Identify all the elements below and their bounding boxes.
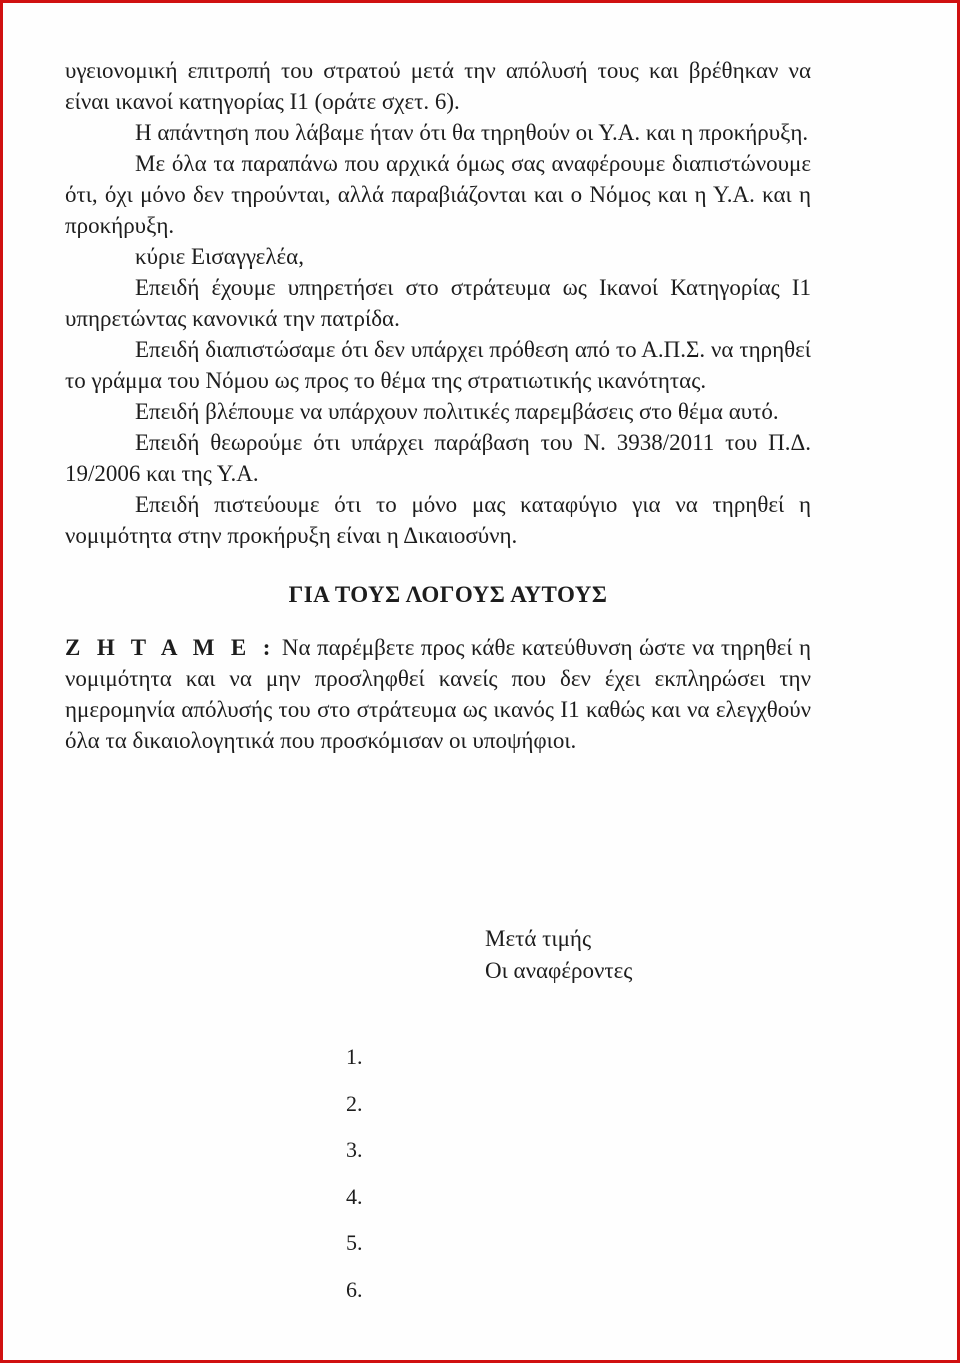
salutation: κύριε Εισαγγελέα, bbox=[135, 244, 304, 269]
demand-paragraph bbox=[65, 632, 811, 756]
closing-block bbox=[485, 923, 632, 987]
demand-text: Να παρέμβετε προς κάθε κατεύθυνση ώστε να τηρηθεί η νομιμότητα και να μην προσληφθεί κανείς που δεν έχει εκπληρώσει την ημερομηνία απόλυσής του στο στράτευμα ως ικανός Ι1 καθώς και να ελεγχθούν όλα τα δικαιολογητικά που προσκόμισαν οι υποψήφιοι. bbox=[65, 635, 812, 753]
signatory-number: 2. bbox=[346, 1090, 363, 1116]
paragraph-9: Επειδή πιστεύουμε ότι το μόνο μας καταφύγιο για να τηρηθεί η νομιμότητα στην προκήρυξη είναι η Δικαιοσύνη. bbox=[65, 492, 811, 548]
signatory-number: 1. bbox=[346, 1044, 363, 1069]
signatory-number: 3. bbox=[346, 1137, 363, 1162]
closing-line-1: Μετά τιμής bbox=[485, 926, 592, 951]
demand-label: Ζ Η Τ Α Μ Ε : bbox=[65, 635, 276, 660]
section-heading: ΓΙΑ ΤΟΥΣ ΛΟΓΟΥΣ ΑΥΤΟΥΣ bbox=[288, 582, 608, 607]
paragraph-5: Επειδή έχουμε υπηρετήσει στο στράτευμα ως Ικανοί Κατηγορίας Ι1 υπηρετώντας κανονικά την πατρίδα. bbox=[65, 275, 811, 331]
signatory-number: 5. bbox=[346, 1230, 363, 1255]
paragraph-8: Επειδή θεωρούμε ότι υπάρχει παράβαση του Ν. 3938/2011 του Π.Δ. 19/2006 και της Υ.Α. bbox=[65, 430, 811, 486]
paragraph-7: Επειδή βλέπουμε να υπάρχουν πολιτικές παρεμβάσεις στο θέμα αυτό. bbox=[135, 399, 779, 424]
paragraph-2: Η απάντηση που λάβαμε ήταν ότι θα τηρηθούν οι Υ.Α. και η προκήρυξη. bbox=[135, 120, 809, 145]
paragraph-6: Επειδή διαπιστώσαμε ότι δεν υπάρχει πρόθεση από το Α.Π.Σ. να τηρηθεί το γράμμα του Νόμου ως προς το θέμα της στρατιωτικής ικανότητας. bbox=[65, 337, 811, 393]
signatory-number: 6. bbox=[346, 1276, 363, 1302]
document-body bbox=[65, 55, 811, 756]
closing-line-2: Οι αναφέροντες bbox=[485, 958, 633, 983]
signatory-number: 4. bbox=[346, 1183, 363, 1209]
paragraph-3: Με όλα τα παραπάνω που αρχικά όμως σας αναφέρουμε διαπιστώνουμε ότι, όχι μόνο δεν τηρούνται, αλλά παραβιάζονται και ο Νόμος και η Υ.Α. και η προκήρυξη. bbox=[65, 151, 811, 238]
paragraph-1: υγειονομική επιτροπή του στρατού μετά την απόλυσή τους και βρέθηκαν να είναι ικανοί κατηγορίας Ι1 (οράτε σχετ. 6). bbox=[65, 58, 811, 114]
signatory-list bbox=[346, 1034, 363, 1313]
